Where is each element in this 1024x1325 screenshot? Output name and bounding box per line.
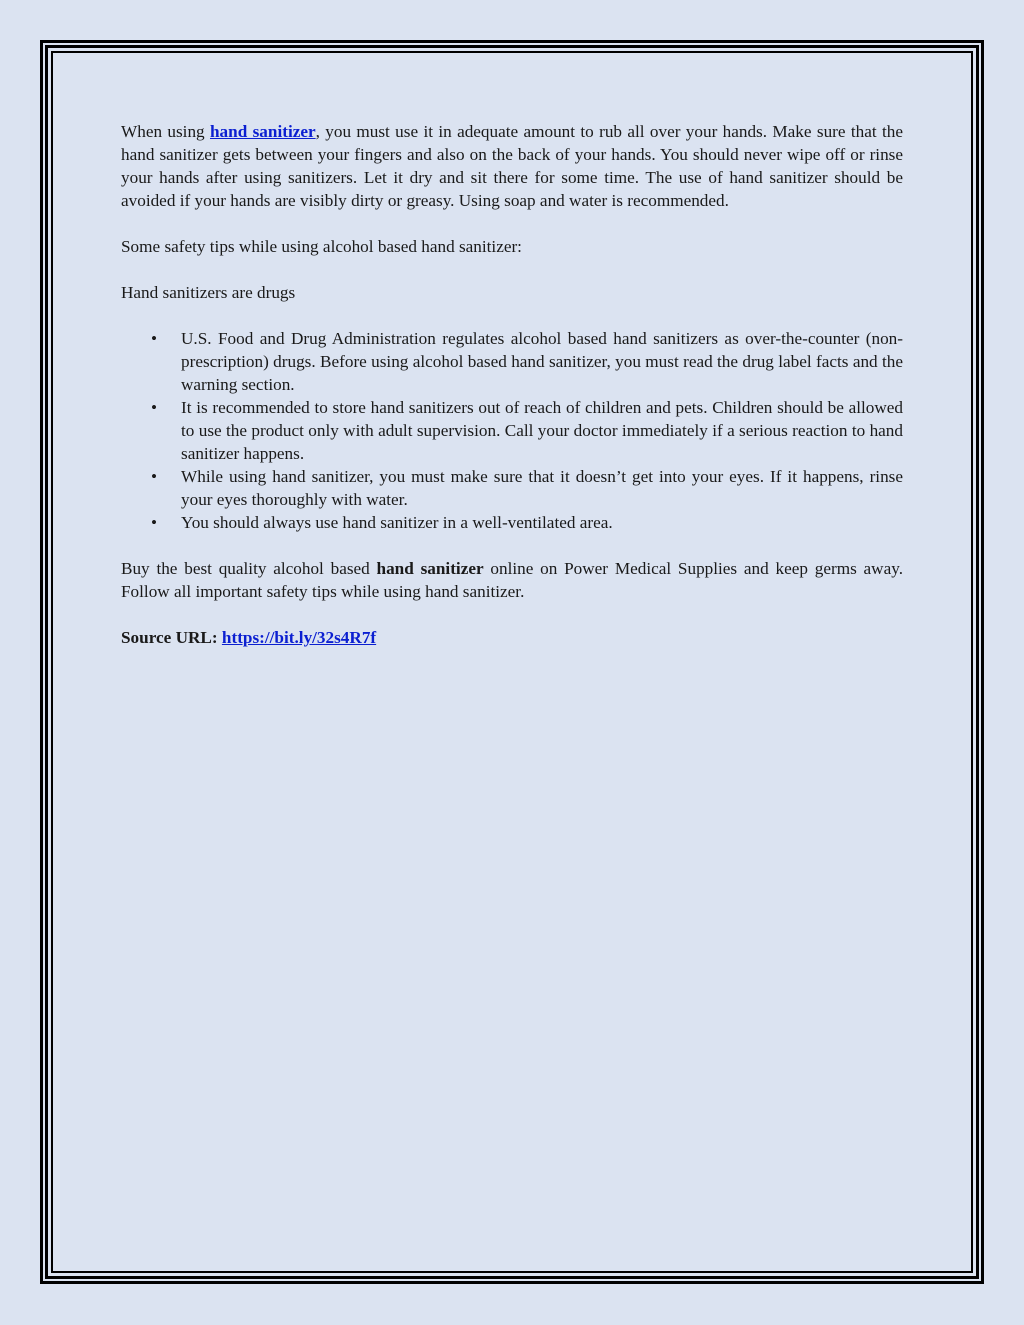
hand-sanitizer-link[interactable]: hand sanitizer [210, 122, 316, 141]
closing-text-start: Buy the best quality alcohol based [121, 559, 377, 578]
list-item-text: You should always use hand sanitizer in a well-ventilated area. [181, 513, 613, 532]
closing-bold-term: hand sanitizer [376, 559, 484, 578]
safety-tips-heading: Some safety tips while using alcohol based hand sanitizer: [121, 237, 522, 256]
bullet-icon: • [151, 467, 158, 486]
source-line [121, 626, 903, 649]
list-item [151, 465, 903, 511]
source-label: Source URL: [121, 628, 222, 647]
bullet-icon: • [151, 513, 158, 532]
bullet-icon: • [151, 398, 158, 417]
closing-paragraph [121, 557, 903, 603]
list-item [151, 511, 903, 534]
list-item-text: It is recommended to store hand sanitizers out of reach of children and pets. Children should be allowed to use the product only with adult supervision. Call your doctor immediately if a serious reaction to hand sanitizer happens. [181, 398, 903, 463]
list-item-text: While using hand sanitizer, you must make sure that it doesn’t get into your eyes. If it happens, rinse your eyes thoroughly with water. [181, 467, 903, 509]
intro-text-start: When using [121, 122, 210, 141]
list-item [151, 327, 903, 396]
bullet-icon: • [151, 329, 158, 348]
intro-paragraph [121, 120, 903, 212]
list-item [151, 396, 903, 465]
safety-tips-list [121, 327, 903, 534]
intro-text-end: , you must use it in adequate amount to rub all over your hands. Make sure that the hand sanitizer gets between your fingers and also on the back of your hands. You should never wipe off or rinse your hands after using sanitizers. Let it dry and sit there for some time. The use of hand sanitizer should be avoided if your hands are visibly dirty or greasy. Using soap and water is recommended. [121, 122, 903, 210]
closing-text-end: online on Power Medical Supplies and keep germs away. Follow all important safety tips while using hand sanitizer. [121, 559, 903, 601]
document-body [121, 120, 903, 672]
list-item-text: U.S. Food and Drug Administration regulates alcohol based hand sanitizers as over-the-counter (non-prescription) drugs. Before using alcohol based hand sanitizer, you must read the drug label facts and the warning section. [181, 329, 903, 394]
drugs-subheading: Hand sanitizers are drugs [121, 283, 296, 302]
source-url-link[interactable]: https://bit.ly/32s4R7f [221, 628, 377, 647]
